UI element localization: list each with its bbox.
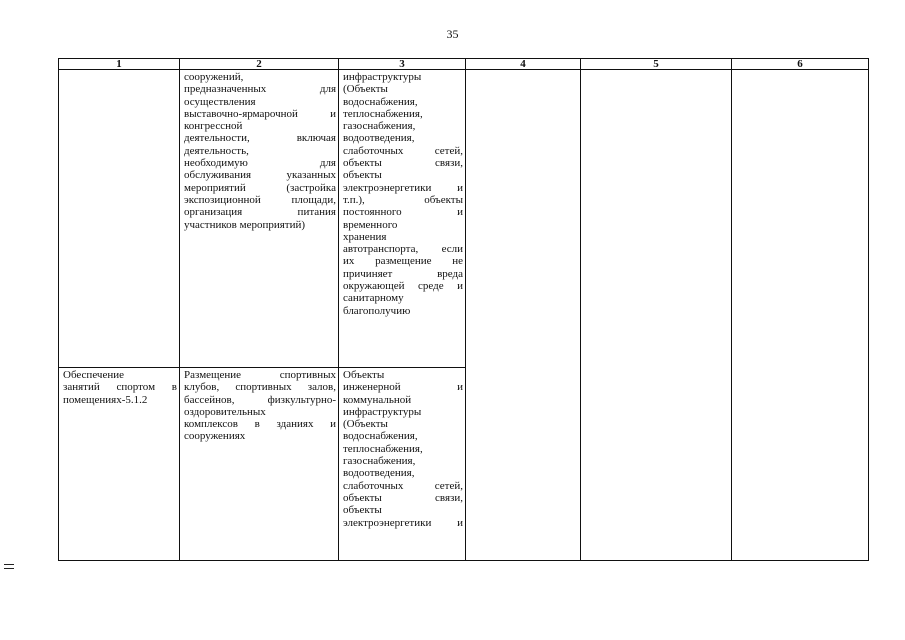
text-line: санитарному <box>343 292 404 305</box>
text-line: занятий спортом в <box>63 381 177 394</box>
text-line: комплексов в зданиях и <box>184 418 336 431</box>
text-line: сооружениях <box>184 430 246 443</box>
text-line: благополучию <box>343 304 411 317</box>
cell-auxiliary-objects <box>339 70 466 368</box>
text-line: коммунальной <box>343 393 412 406</box>
text-line: причиняет вреда <box>343 267 463 280</box>
text-line: объекты <box>343 504 382 517</box>
text-line: постоянного и <box>343 206 463 219</box>
text-line: Размещение спортивных <box>184 369 336 381</box>
cell-column-4 <box>466 70 581 561</box>
text-line: т.п.), объекты <box>343 193 463 206</box>
column-header-3: 3 <box>339 59 466 70</box>
text-line: водоотведения, <box>343 467 415 480</box>
text-line: водоснабжения, <box>343 430 418 443</box>
text-line: их размещение не <box>343 255 463 268</box>
cell-use-description <box>180 70 339 368</box>
cell-use-name <box>59 368 180 561</box>
table-row <box>59 70 869 368</box>
column-header-6: 6 <box>732 59 869 70</box>
cell-use-name <box>59 70 180 368</box>
text-line: инженерной и <box>343 381 463 394</box>
cell-column-6 <box>732 70 869 561</box>
column-header-5: 5 <box>581 59 732 70</box>
text-line: клубов, спортивных залов, <box>184 381 336 394</box>
text-line: объекты связи, <box>343 491 463 504</box>
text-line: Обеспечение <box>63 369 124 381</box>
scan-edge-mark <box>4 564 14 569</box>
land-use-table <box>58 58 869 561</box>
text-line: объекты связи, <box>343 157 463 170</box>
cell-auxiliary-objects <box>339 368 466 561</box>
column-header-4: 4 <box>466 59 581 70</box>
text-line: газоснабжения, <box>343 120 416 133</box>
text-line: электроэнергетики и <box>343 181 463 194</box>
text-line: объекты <box>343 169 382 182</box>
text-line: инфраструктуры <box>343 71 422 83</box>
text-line: оздоровительных <box>184 405 266 418</box>
text-line: автотранспорта, если <box>343 243 463 256</box>
text-line: мероприятий (застройка <box>184 181 336 194</box>
text-line: газоснабжения, <box>343 455 416 468</box>
text-line: слаботочных сетей, <box>343 479 463 492</box>
text-line: водоснабжения, <box>343 95 418 108</box>
text-line: (Объекты <box>343 418 388 431</box>
text-line: участников мероприятий) <box>184 218 306 231</box>
text-line: осуществления <box>184 95 256 108</box>
text-line: конгрессной <box>184 120 243 133</box>
text-line: электроэнергетики и <box>343 516 463 529</box>
text-line: инфраструктуры <box>343 405 422 418</box>
text-line: необходимую для <box>184 157 336 170</box>
column-header-2: 2 <box>180 59 339 70</box>
text-line: теплоснабжения, <box>343 442 423 455</box>
text-line: слаботочных сетей, <box>343 144 463 157</box>
text-line: деятельность, <box>184 144 249 157</box>
text-line: бассейнов, физкультурно- <box>184 393 336 406</box>
text-line: сооружений, <box>184 71 244 83</box>
page-number: 35 <box>446 27 459 41</box>
text-line: организация питания <box>184 206 336 219</box>
cell-use-description <box>180 368 339 561</box>
text-line: теплоснабжения, <box>343 107 423 120</box>
text-line: предназначенных для <box>184 83 336 96</box>
text-line: экспозиционной площади, <box>184 193 336 206</box>
column-header-1: 1 <box>59 59 180 70</box>
text-line: выставочно-ярмарочной и <box>184 107 336 120</box>
text-line: водоотведения, <box>343 132 415 145</box>
header-row <box>59 59 869 70</box>
text-line: хранения <box>343 230 387 243</box>
text-line: Объекты <box>343 369 385 381</box>
text-line: обслуживания указанных <box>184 169 336 182</box>
text-line: деятельности, включая <box>184 132 336 145</box>
cell-column-5 <box>581 70 732 561</box>
text-line: окружающей среде и <box>343 280 463 293</box>
text-line: временного <box>343 218 398 231</box>
text-line: (Объекты <box>343 83 388 96</box>
text-line: помещениях-5.1.2 <box>63 393 148 406</box>
